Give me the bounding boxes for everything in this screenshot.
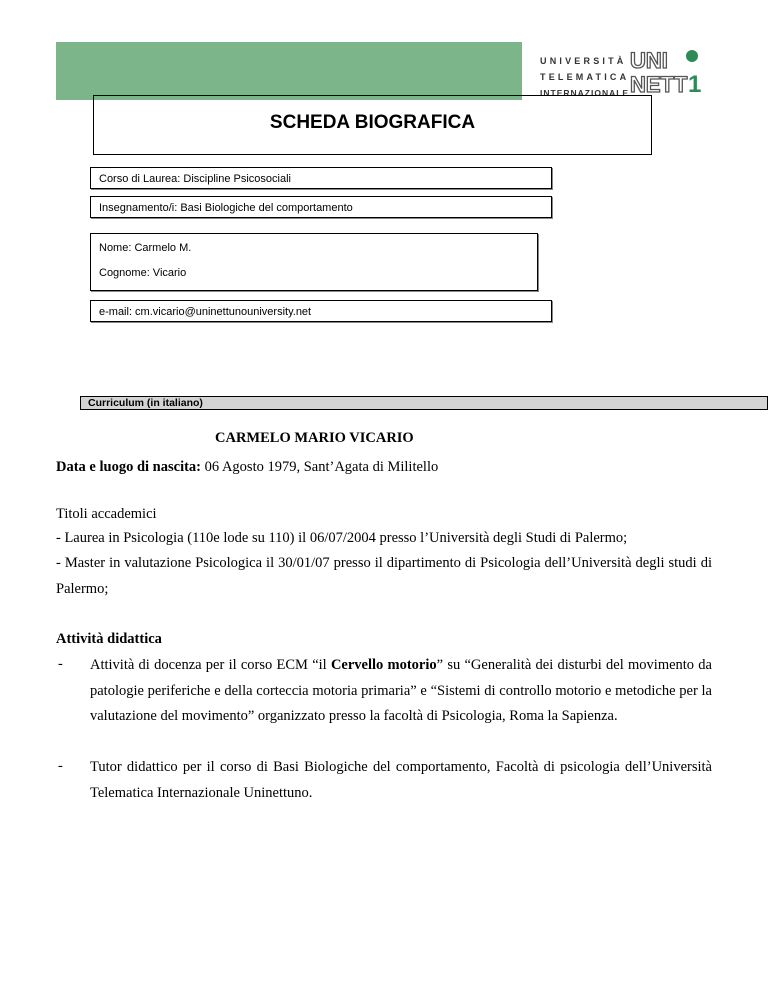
name-box (90, 233, 538, 291)
section-label: Curriculum (in italiano) (88, 397, 203, 409)
email-field: e-mail: cm.vicario@uninettunouniversity.net (90, 300, 552, 322)
svg-text:1: 1 (688, 71, 702, 96)
nome-field: Nome: Carmelo M. (99, 242, 192, 254)
didattica-item-1-post: ” su “Generalità dei disturbi del movimento da patologie periferiche e della corteccia motoria primaria” e “Sistemi di controllo motorio e metodiche per la valutazione del movimento” organizzato presso la facoltà di Psicologia, Roma la Sapienza. (90, 657, 712, 724)
header-green-bar (56, 42, 522, 100)
birth-label: Data e luogo di nascita: (56, 459, 201, 475)
birth-value: 06 Agosto 1979, Sant’Agata di Militello (201, 459, 439, 475)
logo-line-telematica: TELEMATICA (540, 72, 630, 82)
didattica-heading: Attività didattica (56, 631, 162, 647)
didattica-item-1-pre: Attività di docenza per il corso ECM “il (90, 657, 331, 673)
titoli-heading: Titoli accademici (56, 506, 157, 522)
university-logo (540, 48, 750, 96)
insegnamento-field: Insegnamento/i: Basi Biologiche del comportamento (90, 196, 552, 218)
titoli-item-1: - Laurea in Psicologia (110e lode su 110) il 06/07/2004 presso l’Università degli Studi di Palermo; (56, 530, 628, 546)
page-title: SCHEDA BIOGRAFICA (269, 112, 476, 133)
title-box (93, 95, 652, 155)
uninettuno-logo-icon (628, 48, 724, 96)
birth-line (56, 459, 438, 476)
logo-line-internazionale: INTERNAZIONALE (540, 88, 630, 98)
cognome-field: Cognome: Vicario (99, 267, 187, 279)
page-header (56, 42, 746, 100)
svg-text:NETT: NETT (630, 72, 688, 96)
list-bullet: - (58, 758, 63, 774)
titoli-item-2: - Master in valutazione Psicologica il 30/01/07 presso il dipartimento di Psicologia dell’Università degli studi di Palermo; (56, 555, 712, 597)
didattica-item-1 (90, 653, 712, 730)
list-bullet: - (58, 656, 63, 672)
corso-field: Corso di Laurea: Discipline Psicosociali (90, 167, 552, 189)
svg-text:UNI: UNI (630, 48, 668, 73)
section-header-curriculum (80, 396, 768, 410)
didattica-item-2: Tutor didattico per il corso di Basi Biologiche del comportamento, Facoltà di psicologia dell’Università Telematica Internazionale Uninettuno. (90, 759, 712, 801)
cv-full-name: CARMELO MARIO VICARIO (215, 430, 414, 446)
logo-line-universita: UNIVERSITÀ (540, 56, 627, 66)
didattica-item-1-bold: Cervello motorio (330, 657, 437, 673)
